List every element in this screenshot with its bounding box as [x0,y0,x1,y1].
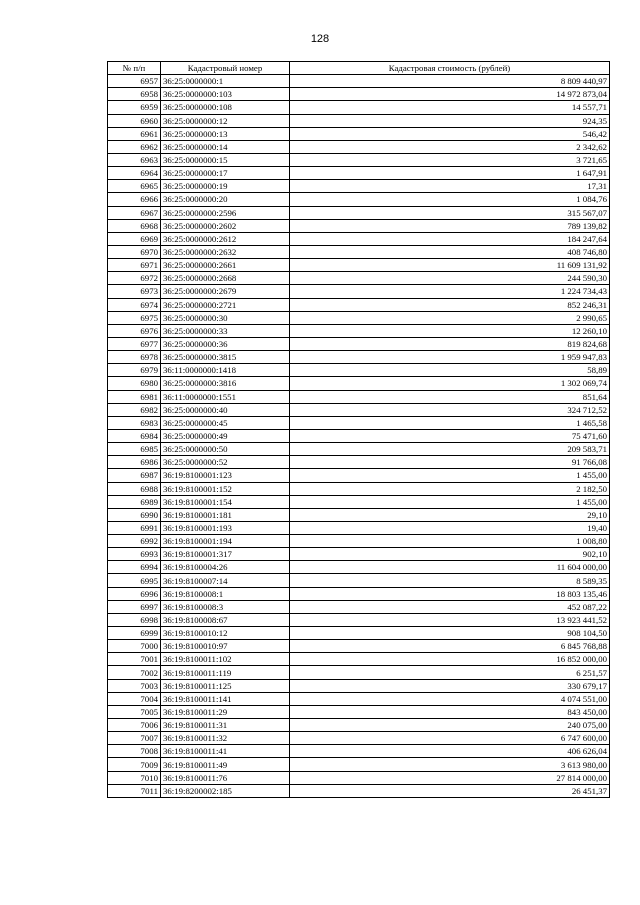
cell-cadastral-number: 36:25:0000000:15 [161,153,290,166]
cell-row-number: 6979 [108,364,161,377]
cell-row-number: 6970 [108,245,161,258]
cell-row-number: 6974 [108,298,161,311]
cell-row-number: 6966 [108,193,161,206]
cell-cadastral-value: 18 803 135,46 [290,587,610,600]
table-body [108,75,610,798]
table-row [108,495,610,508]
cell-cadastral-number: 36:19:8100011:31 [161,719,290,732]
cell-cadastral-value: 452 087,22 [290,600,610,613]
cell-cadastral-number: 36:19:8100010:97 [161,640,290,653]
cell-row-number: 7009 [108,758,161,771]
cell-row-number: 6995 [108,574,161,587]
cell-cadastral-value: 315 567,07 [290,206,610,219]
cell-row-number: 7003 [108,679,161,692]
cell-row-number: 6997 [108,600,161,613]
cell-cadastral-value: 4 074 551,00 [290,692,610,705]
cell-cadastral-value: 1 008,80 [290,535,610,548]
cell-row-number: 6994 [108,561,161,574]
table-row [108,114,610,127]
cell-cadastral-number: 36:19:8100011:76 [161,771,290,784]
column-header-number: № п/п [108,62,161,75]
table-row [108,403,610,416]
table-row [108,561,610,574]
cell-cadastral-number: 36:19:8100001:154 [161,495,290,508]
cell-cadastral-number: 36:19:8100011:49 [161,758,290,771]
cell-row-number: 7010 [108,771,161,784]
table-row [108,574,610,587]
cell-row-number: 6996 [108,587,161,600]
cell-row-number: 6984 [108,429,161,442]
cell-cadastral-value: 14 557,71 [290,101,610,114]
cell-row-number: 6999 [108,627,161,640]
cell-cadastral-value: 1 224 734,43 [290,285,610,298]
cell-row-number: 6993 [108,548,161,561]
table-row [108,101,610,114]
cell-cadastral-number: 36:25:0000000:17 [161,167,290,180]
table-row [108,298,610,311]
cell-cadastral-number: 36:19:8100001:123 [161,469,290,482]
table-row [108,429,610,442]
cell-cadastral-number: 36:25:0000000:20 [161,193,290,206]
cell-cadastral-number: 36:11:0000000:1418 [161,364,290,377]
table-row [108,245,610,258]
cell-cadastral-value: 3 721,65 [290,153,610,166]
table-row [108,285,610,298]
cell-cadastral-number: 36:19:8100011:119 [161,666,290,679]
table-row [108,587,610,600]
table-row [108,640,610,653]
cell-cadastral-number: 36:19:8100011:102 [161,653,290,666]
cell-cadastral-value: 16 852 000,00 [290,653,610,666]
table-row [108,206,610,219]
cell-row-number: 6971 [108,259,161,272]
cell-row-number: 7001 [108,653,161,666]
table-row [108,167,610,180]
cell-row-number: 6992 [108,535,161,548]
cell-cadastral-number: 36:19:8100001:181 [161,508,290,521]
cell-cadastral-value: 851,64 [290,390,610,403]
cadastral-value-table [107,61,610,798]
cell-cadastral-number: 36:25:0000000:33 [161,324,290,337]
table-row [108,390,610,403]
cell-row-number: 6964 [108,167,161,180]
cell-row-number: 6998 [108,613,161,626]
table-row [108,416,610,429]
table-row [108,679,610,692]
cell-cadastral-value: 2 342,62 [290,140,610,153]
cell-cadastral-number: 36:25:0000000:2632 [161,245,290,258]
cell-cadastral-value: 843 450,00 [290,705,610,718]
cell-cadastral-number: 36:19:8100011:32 [161,732,290,745]
header-row [108,62,610,75]
cell-cadastral-value: 902,10 [290,548,610,561]
table-row [108,692,610,705]
cell-cadastral-value: 789 139,82 [290,219,610,232]
cell-cadastral-value: 2 990,65 [290,311,610,324]
cell-cadastral-value: 27 814 000,00 [290,771,610,784]
cell-cadastral-number: 36:19:8100001:152 [161,482,290,495]
table-row [108,535,610,548]
cell-cadastral-value: 8 809 440,97 [290,75,610,88]
cell-row-number: 6957 [108,75,161,88]
cell-cadastral-value: 1 455,00 [290,495,610,508]
cell-row-number: 7005 [108,705,161,718]
cell-cadastral-number: 36:25:0000000:2668 [161,272,290,285]
cell-cadastral-number: 36:25:0000000:12 [161,114,290,127]
cell-cadastral-number: 36:25:0000000:1 [161,75,290,88]
cell-cadastral-number: 36:19:8100001:194 [161,535,290,548]
cell-cadastral-value: 324 712,52 [290,403,610,416]
cell-cadastral-value: 91 766,08 [290,456,610,469]
cell-cadastral-number: 36:19:8100001:317 [161,548,290,561]
cell-cadastral-value: 240 075,00 [290,719,610,732]
table-row [108,613,610,626]
cell-row-number: 6968 [108,219,161,232]
table-row [108,364,610,377]
cell-row-number: 6977 [108,337,161,350]
table-row [108,75,610,88]
table-row [108,337,610,350]
cell-row-number: 7002 [108,666,161,679]
cell-row-number: 7007 [108,732,161,745]
cell-row-number: 6991 [108,521,161,534]
table-row [108,377,610,390]
cell-cadastral-number: 36:19:8100008:1 [161,587,290,600]
cell-cadastral-number: 36:19:8100001:193 [161,521,290,534]
cell-cadastral-value: 546,42 [290,127,610,140]
table-row [108,653,610,666]
table-header [108,62,610,75]
table-row [108,311,610,324]
cell-cadastral-value: 406 626,04 [290,745,610,758]
cell-row-number: 6990 [108,508,161,521]
cell-cadastral-number: 36:25:0000000:3816 [161,377,290,390]
table-row [108,705,610,718]
cell-cadastral-value: 6 845 768,88 [290,640,610,653]
cell-cadastral-value: 26 451,37 [290,784,610,797]
cell-cadastral-value: 19,40 [290,521,610,534]
table-row [108,758,610,771]
cell-row-number: 6959 [108,101,161,114]
table-row [108,719,610,732]
cell-cadastral-value: 14 972 873,04 [290,88,610,101]
cell-row-number: 7000 [108,640,161,653]
table-row [108,351,610,364]
cell-cadastral-number: 36:25:0000000:45 [161,416,290,429]
table-row [108,745,610,758]
cell-cadastral-value: 408 746,80 [290,245,610,258]
table-row [108,127,610,140]
cell-cadastral-number: 36:19:8100011:29 [161,705,290,718]
table-row [108,666,610,679]
cell-cadastral-number: 36:19:8100011:41 [161,745,290,758]
cell-row-number: 6982 [108,403,161,416]
cell-cadastral-value: 17,31 [290,180,610,193]
cell-row-number: 6983 [108,416,161,429]
cell-cadastral-number: 36:19:8200002:185 [161,784,290,797]
cell-row-number: 6973 [108,285,161,298]
cell-cadastral-number: 36:25:0000000:40 [161,403,290,416]
table-row [108,232,610,245]
cell-cadastral-number: 36:25:0000000:2679 [161,285,290,298]
cell-row-number: 7004 [108,692,161,705]
table-row [108,508,610,521]
cell-cadastral-number: 36:25:0000000:50 [161,443,290,456]
cell-cadastral-value: 819 824,68 [290,337,610,350]
table-row [108,784,610,797]
page-number: 128 [310,33,330,45]
column-header-cadastral-number: Кадастровый номер [161,62,290,75]
table-row [108,469,610,482]
cell-cadastral-value: 924,35 [290,114,610,127]
cell-cadastral-value: 1 959 947,83 [290,351,610,364]
cell-row-number: 7011 [108,784,161,797]
cell-row-number: 6978 [108,351,161,364]
cell-row-number: 7008 [108,745,161,758]
cell-cadastral-number: 36:25:0000000:52 [161,456,290,469]
cell-cadastral-number: 36:11:0000000:1551 [161,390,290,403]
cell-cadastral-number: 36:25:0000000:36 [161,337,290,350]
cell-cadastral-number: 36:19:8100008:67 [161,613,290,626]
cell-cadastral-value: 330 679,17 [290,679,610,692]
cell-cadastral-number: 36:25:0000000:2661 [161,259,290,272]
cell-cadastral-number: 36:19:8100008:3 [161,600,290,613]
table-row [108,482,610,495]
cell-cadastral-value: 58,89 [290,364,610,377]
table-row [108,600,610,613]
cell-cadastral-value: 3 613 980,00 [290,758,610,771]
table-row [108,324,610,337]
table-row [108,456,610,469]
cell-row-number: 6985 [108,443,161,456]
cell-row-number: 6965 [108,180,161,193]
cell-cadastral-value: 244 590,30 [290,272,610,285]
cell-cadastral-value: 1 647,91 [290,167,610,180]
table-row [108,548,610,561]
cell-cadastral-value: 2 182,50 [290,482,610,495]
cell-row-number: 6958 [108,88,161,101]
cell-cadastral-number: 36:25:0000000:108 [161,101,290,114]
cell-cadastral-number: 36:19:8100011:125 [161,679,290,692]
cell-cadastral-number: 36:25:0000000:103 [161,88,290,101]
cell-cadastral-value: 908 104,50 [290,627,610,640]
cell-cadastral-value: 12 260,10 [290,324,610,337]
cell-cadastral-number: 36:25:0000000:2596 [161,206,290,219]
table-row [108,272,610,285]
cell-row-number: 6980 [108,377,161,390]
table-row [108,771,610,784]
cell-cadastral-number: 36:25:0000000:3815 [161,351,290,364]
cell-row-number: 6967 [108,206,161,219]
cell-cadastral-number: 36:19:8100007:14 [161,574,290,587]
cell-cadastral-number: 36:25:0000000:2721 [161,298,290,311]
cell-cadastral-value: 184 247,64 [290,232,610,245]
cell-row-number: 6976 [108,324,161,337]
cell-row-number: 6969 [108,232,161,245]
cell-cadastral-value: 1 455,00 [290,469,610,482]
cell-cadastral-number: 36:25:0000000:49 [161,429,290,442]
cell-row-number: 6962 [108,140,161,153]
cell-cadastral-value: 13 923 441,52 [290,613,610,626]
cell-cadastral-number: 36:19:8100010:12 [161,627,290,640]
cell-cadastral-number: 36:25:0000000:30 [161,311,290,324]
table-row [108,219,610,232]
cell-cadastral-number: 36:25:0000000:19 [161,180,290,193]
cell-row-number: 7006 [108,719,161,732]
cell-row-number: 6989 [108,495,161,508]
cell-cadastral-value: 6 747 600,00 [290,732,610,745]
table-row [108,193,610,206]
cell-row-number: 6975 [108,311,161,324]
table-row [108,732,610,745]
cell-cadastral-value: 29,10 [290,508,610,521]
table-row [108,521,610,534]
cell-row-number: 6981 [108,390,161,403]
table-row [108,153,610,166]
cell-cadastral-value: 852 246,31 [290,298,610,311]
cell-row-number: 6963 [108,153,161,166]
cell-cadastral-value: 1 084,76 [290,193,610,206]
cell-cadastral-number: 36:19:8100011:141 [161,692,290,705]
cell-cadastral-value: 1 302 069,74 [290,377,610,390]
table-row [108,443,610,456]
column-header-cadastral-value: Кадастровая стоимость (рублей) [290,62,610,75]
table-row [108,180,610,193]
cell-cadastral-value: 209 583,71 [290,443,610,456]
cell-row-number: 6960 [108,114,161,127]
cell-row-number: 6961 [108,127,161,140]
table-row [108,627,610,640]
cell-cadastral-value: 8 589,35 [290,574,610,587]
cell-cadastral-number: 36:19:8100004:26 [161,561,290,574]
cell-cadastral-number: 36:25:0000000:14 [161,140,290,153]
cell-row-number: 6987 [108,469,161,482]
cell-cadastral-number: 36:25:0000000:13 [161,127,290,140]
cell-row-number: 6986 [108,456,161,469]
cell-cadastral-number: 36:25:0000000:2612 [161,232,290,245]
cell-cadastral-number: 36:25:0000000:2602 [161,219,290,232]
cell-cadastral-value: 75 471,60 [290,429,610,442]
cell-cadastral-value: 11 604 000,00 [290,561,610,574]
table-row [108,259,610,272]
cell-row-number: 6988 [108,482,161,495]
cell-cadastral-value: 11 609 131,92 [290,259,610,272]
cell-cadastral-value: 6 251,57 [290,666,610,679]
table-row [108,88,610,101]
cell-cadastral-value: 1 465,58 [290,416,610,429]
table-row [108,140,610,153]
cell-row-number: 6972 [108,272,161,285]
